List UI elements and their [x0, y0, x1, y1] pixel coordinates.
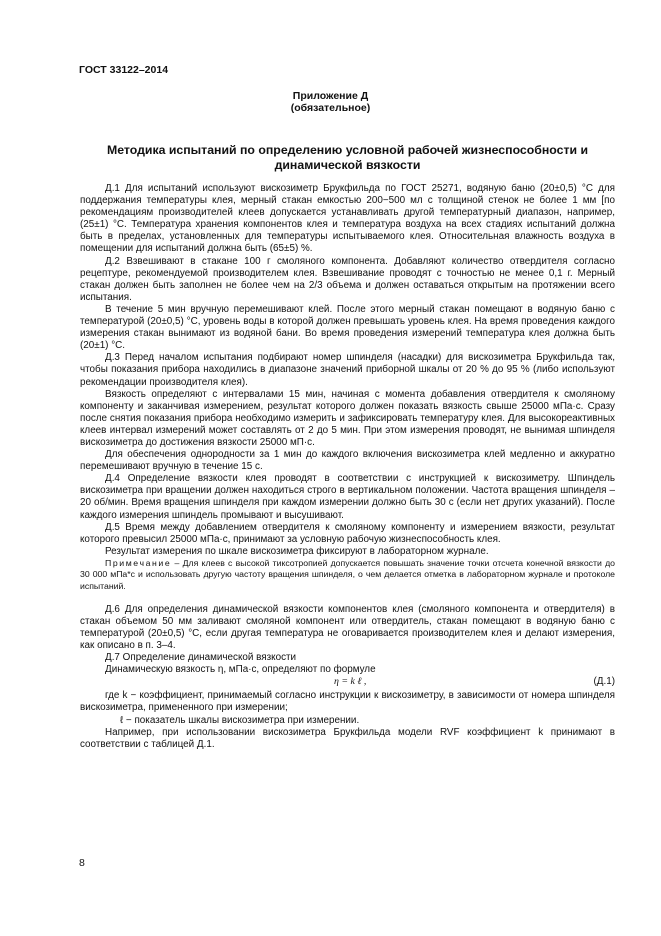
document-body [80, 183, 615, 751]
note-text: – Для клеев с высокой тиксотропией допускается повышать значение точки отсчета конечной вязкости до 30 000 мПа*с и использовать другую частоту вращения шпинделя, о чем делается отметка в лабораторном журнале и протоколе испытаний. [80, 557, 615, 591]
paragraph-result: Результат измерения по шкале вискозиметра фиксируют в лабораторном журнале. [105, 545, 489, 557]
paragraph-d4: Д.4 Определение вязкости клея проводят в соответствии с инструкцией к вискозиметру. Шпиндель вискозиметра при вращении должен находиться строго в вертикальном положении. Частота вращения шпинделя – 20 об/мин. Время вращения шпинделя при каждом измерении должно быть 30 с (если нет других указаний). После каждого измерения шпиндель промывают и высушивают. [80, 473, 615, 521]
paragraph-where-l: ℓ − показатель шкалы вискозиметра при измерении. [120, 714, 360, 726]
note-label: Примечание [105, 557, 172, 568]
appendix-subtitle: (обязательное) [290, 102, 371, 114]
paragraph-where-k: где k − коэффициент, принимаемый согласно инструкции к вискозиметру, в зависимости от номера шпинделя вискозиметра, примененного при измерении; [80, 690, 615, 714]
page-number: 8 [79, 857, 85, 869]
paragraph-example: Например, при использовании вискозиметра Брукфильда модели RVF коэффициент k принимают в соответствии с таблицей Д.1. [80, 726, 615, 750]
note [80, 558, 615, 592]
formula-number: (Д.1) [593, 676, 615, 688]
formula-line [80, 676, 615, 690]
formula: η = k ℓ , [334, 676, 367, 688]
paragraph-d3: Д.3 Перед началом испытания подбирают номер шпинделя (насадки) для вискозиметра Брукфильда так, чтобы показания прибора находились в диапазоне значений приборной шкалы от 20 % до 95 % (либо используют рекомендации производителя клея). [80, 352, 615, 388]
paragraph-d7: Д.7 Определение динамической вязкости [105, 652, 297, 664]
paragraph-viscosity-interval: Вязкость определяют с интервалами 15 мин, начиная с момента добавления отвердителя к смоляному компоненту и заканчивая измерением, результат которого должен показать вязкость свыше 25000 мПа·с. Сразу после снятия показания прибора необходимо измерить и зафиксировать температуру клея. Для высокореактивных клеев интервал измерений может составлять от 2 до 5 мин. При этом измерения проводят, не вынимая шпинделя вискозиметра до достижения вязкости 25000 мП·с. [80, 388, 615, 448]
standard-header: ГОСТ 33122–2014 [79, 64, 169, 76]
paragraph-d5: Д.5 Время между добавлением отвердителя к смоляному компоненту и измерением вязкости, результат которого превысил 25000 мПа·с, принимают за условную рабочую жизнеспособность клея. [80, 521, 615, 545]
section-title: Методика испытаний по определению условной рабочей жизнеспособности и динамической вязкости [106, 143, 589, 172]
paragraph-d1: Д.1 Для испытаний используют вискозиметр Брукфильда по ГОСТ 25271, водяную баню (20±0,5) °С для поддержания температуры клея, мерный стакан емкостью 200−500 мл с толщиной стенок не более 1 мм [по рекомендациям производителей клеев допускается устанавливать другой температурный диапазон, например, (25±1) °С. Температура хранения компонентов клея и температура воздуха на всех стадиях испытаний должна быть в пределах, установленных для температуры испытываемого клея. Относительная влажность воздуха в помещении для испытаний должна быть (65±5) %. [80, 183, 615, 255]
paragraph-d6: Д.6 Для определения динамической вязкости компонентов клея (смоляного компонента и отвердителя) в стакан объемом 50 мм заливают смоляной компонент или отвердитель, стакан помещают в водяную баню с температурой (20±0,5) °С, если другая температура не оговаривается производителем клея и делают измерения, как описано в п. 3–4. [80, 603, 615, 652]
paragraph-stirring: В течение 5 мин вручную перемешивают клей. После этого мерный стакан помещают в водяную баню с температурой (20±0,5) °С, уровень воды в которой должен превышать уровень клея. На время проведения каждого измерения стакан вынимают из водяной бани. Во время проведения измерений температура клея должна быть (20±1) °С. [80, 303, 615, 352]
paragraph-d2: Д.2 Взвешивают в стакане 100 г смоляного компонента. Добавляют количество отвердителя согласно рецептуре, рекомендуемой производителем клея. Взвешивание проводят с точностью не менее 0,1 г. Мерный стакан должен быть заполнен не более чем на 2/3 объема и должен оставаться открытым на протяжении всего испытания. [80, 255, 615, 303]
paragraph-homogeneity: Для обеспечения однородности за 1 мин до каждого включения вискозиметра клей медленно и аккуратно перемешивают вручную в течение 15 с. [80, 449, 615, 473]
paragraph-formula-intro: Динамическую вязкость η, мПа·с, определяют по формуле [105, 664, 376, 676]
appendix-title: Приложение Д [292, 90, 369, 102]
